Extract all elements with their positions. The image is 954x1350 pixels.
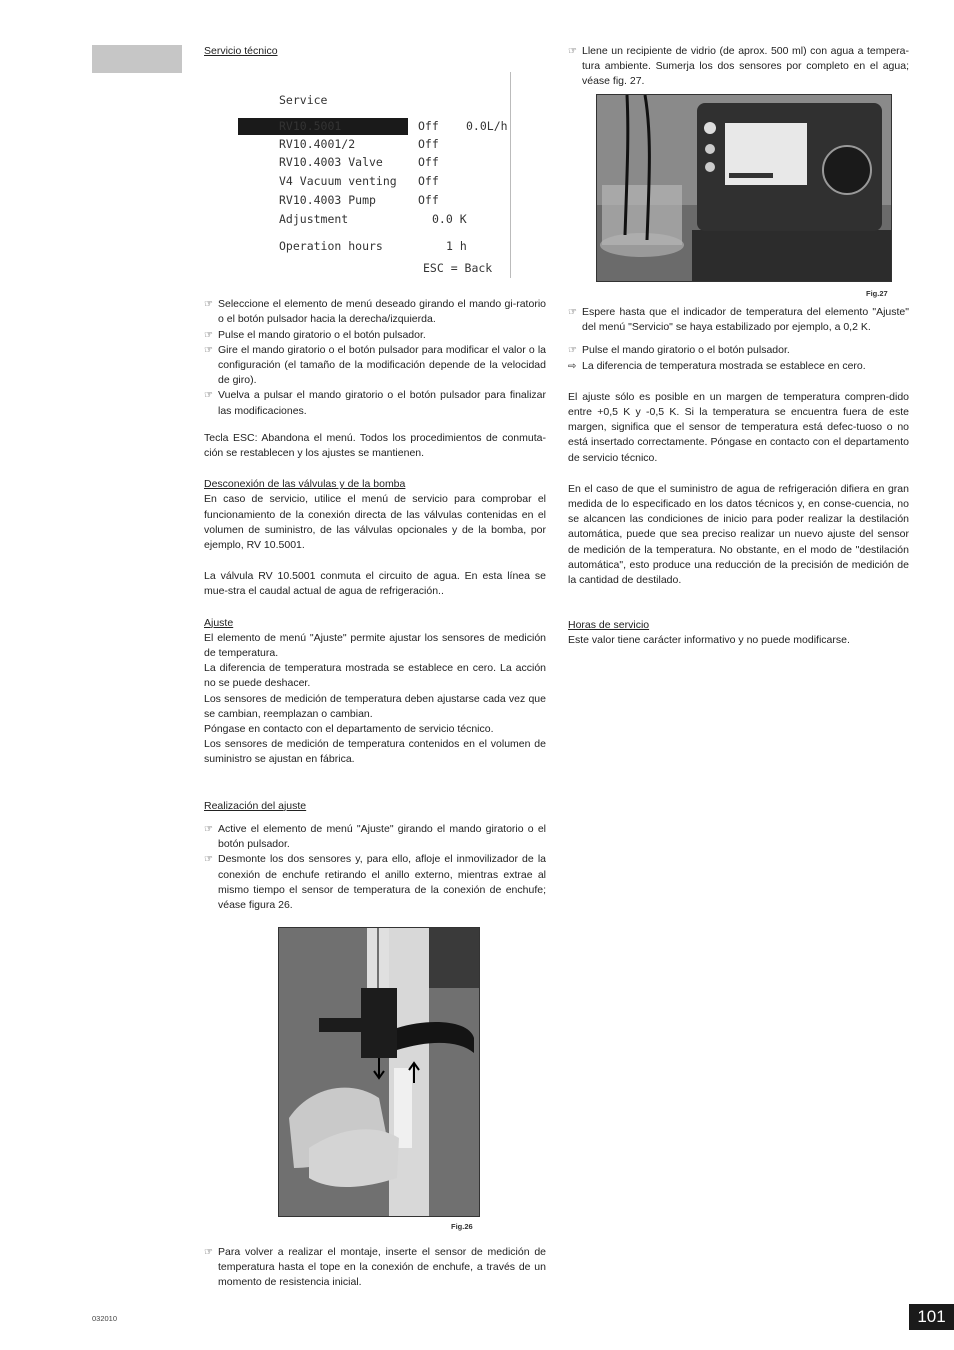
service-menu-display <box>238 86 514 282</box>
margin-paragraph: El ajuste sólo es posible en un margen de temperatura compren-dido entre +0,5 K y -0,5 K. Si la temperatura se encuentra fuera de este margen, significa que el sensor de temperatura está defec-tuoso o no está insertado correctamente. Póngase en contacto con el departamento de servicio técnico. <box>568 390 909 464</box>
adjust-line: Póngase en contacto con el departamento de servicio técnico. <box>204 723 494 736</box>
adjust-line: La diferencia de temperatura mostrada se establece en cero. La acción no se puede deshacer. <box>204 662 546 690</box>
hours-paragraph: Este valor tiene carácter informativo y no puede modificarse. <box>568 634 850 647</box>
bullet-item: ☞ Espere hasta que el indicador de temperatura del elemento "Ajuste" del menú "Servicio" se haya estabilizado por ejemplo, a 0,2 K. <box>568 305 909 335</box>
menu-row[interactable]: RV10.4003 Valve Off <box>279 155 439 169</box>
hand-pointer-icon: ☞ <box>204 1247 213 1258</box>
arrow-right-icon: ⇨ <box>568 360 577 372</box>
hand-pointer-icon: ☞ <box>204 854 213 866</box>
valve-paragraph: La válvula RV 10.5001 conmuta el circuito de agua. En esta línea se mue-stra el caudal actual de agua de refrigeración.. <box>204 570 546 598</box>
right-column <box>568 44 909 90</box>
heading-service: Servicio técnico <box>204 45 278 57</box>
right-column-lower <box>568 305 909 649</box>
bullet-item: ☞ Seleccione el elemento de menú deseado girando el mando gi-ratorio o el botón pulsador hacia la derecha/izquierda. <box>204 297 546 327</box>
bullet-item: ☞ Desmonte los dos sensores y, para ello, afloje el inmovilizador de la conexión de enchufe retirando el anillo externo, mientras extrae al mismo tiempo el sensor de temperatura de la conexión de enchufe; véase figura 26. <box>204 852 546 913</box>
bullet-item: ☞ Pulse el mando giratorio o el botón pulsador. <box>568 343 909 358</box>
figure-26-photo <box>278 927 480 1217</box>
adjust-line: Los sensores de medición de temperatura deben ajustarse cada vez que se cambian, reemplazan o cambian. <box>204 692 546 720</box>
hand-pointer-icon: ☞ <box>204 329 213 341</box>
menu-row[interactable]: RV10.4001/2 Off <box>279 137 439 151</box>
adjust-line: El elemento de menú "Ajuste" permite ajustar los sensores de medición de temperatura. <box>204 631 546 660</box>
figure-26-caption: Fig.26 <box>451 1222 473 1231</box>
hand-pointer-icon: ☞ <box>568 307 577 318</box>
heading-adjust: Ajuste <box>204 616 234 629</box>
menu-title-row <box>238 92 510 109</box>
hand-pointer-icon: ☞ <box>204 390 213 402</box>
hand-pointer-icon: ☞ <box>204 823 213 835</box>
document-code: 032010 <box>92 1314 118 1323</box>
cooling-paragraph: En el caso de que el suministro de agua de refrigeración difiera en gran medida de lo especificado en los datos técnicos y, en conse-cuencia, no se alcancen las condiciones de inicio para poder realizar la destilación automática, puede que sea preciso realizar un nuevo ajuste del sensor de medición de la temperatura. No obstante, en el modo de "destilación automática", esto produce una reducción de la precisión de medición de la cantidad de destilado. <box>568 482 909 587</box>
device-with-beaker-image <box>597 95 891 281</box>
bullet-item: ☞ Gire el mando giratorio o el botón pulsador para modificar el valor o la configuración (el tamaño de la modificación depende de la velocidad de giro). <box>204 343 546 389</box>
menu-row-hours: Operation hours 1 h <box>279 239 467 253</box>
disconnect-paragraph: En caso de servicio, utilice el menú de servicio para comprobar el funcionamiento de la conexión directa de las válvulas contenidas en el volumen de suministro, de las válvulas opcionales y de la bomba, por ejemplo, RV 10.5001. <box>204 493 546 552</box>
menu-row-selected[interactable]: RV10.5001 Off 0.0L/h <box>238 118 510 135</box>
figure-27-photo <box>596 94 892 282</box>
heading-hours: Horas de servicio <box>568 619 650 632</box>
hand-pointer-icon: ☞ <box>204 344 213 356</box>
heading-realize: Realización del ajuste <box>204 799 307 812</box>
menu-row[interactable]: RV10.4003 Pump Off <box>279 193 439 207</box>
esc-paragraph: Tecla ESC: Abandona el menú. Todos los procedimientos de conmuta-ción se restablecen y los ajustes se mantienen. <box>204 431 546 460</box>
bullet-item: ☞ Pulse el mando giratorio o el botón pulsador. <box>204 328 546 343</box>
page-number: 101 <box>909 1304 954 1330</box>
bullet-item: ☞ Llene un recipiente de vidrio (de aprox. 500 ml) con agua a tempera-tura ambiente. Sumerja los dos sensores por completo en el agua; véase fig. 27. <box>568 44 909 90</box>
display-border <box>510 72 511 278</box>
bullet-item: ☞ Active el elemento de menú "Ajuste" girando el mando giratorio o el botón pulsador. <box>204 822 546 852</box>
hand-pointer-icon: ☞ <box>204 299 213 311</box>
final-bullet <box>204 1245 546 1291</box>
bullet-item: ☞ Vuelva a pulsar el mando giratorio o el botón pulsador para finalizar las modificaciones. <box>204 388 546 418</box>
adjust-line: Los sensores de medición de temperatura contenidos en el volumen de suministro se ajustan en fábrica. <box>204 738 546 766</box>
menu-title: Service <box>279 93 328 107</box>
menu-row-adjustment[interactable]: Adjustment 0.0 K <box>279 212 467 226</box>
result-item: ⇨ La diferencia de temperatura mostrada se establece en cero. <box>568 359 909 374</box>
section-tab <box>92 45 182 73</box>
sensor-removal-image <box>279 928 479 1216</box>
menu-row[interactable]: V4 Vacuum venting Off <box>279 174 439 188</box>
hand-pointer-icon: ☞ <box>568 46 577 57</box>
figure-27-caption: Fig.27 <box>866 289 888 298</box>
heading-disconnect: Desconexión de las válvulas y de la bomba <box>204 478 406 491</box>
bullet-item: ☞ Para volver a realizar el montaje, inserte el sensor de medición de temperatura hasta el tope en la conexión de enchufe, a través de un momento de resistencia inicial. <box>204 1245 546 1291</box>
hand-pointer-icon: ☞ <box>568 345 577 357</box>
menu-row-esc[interactable]: ESC = Back <box>423 261 493 275</box>
